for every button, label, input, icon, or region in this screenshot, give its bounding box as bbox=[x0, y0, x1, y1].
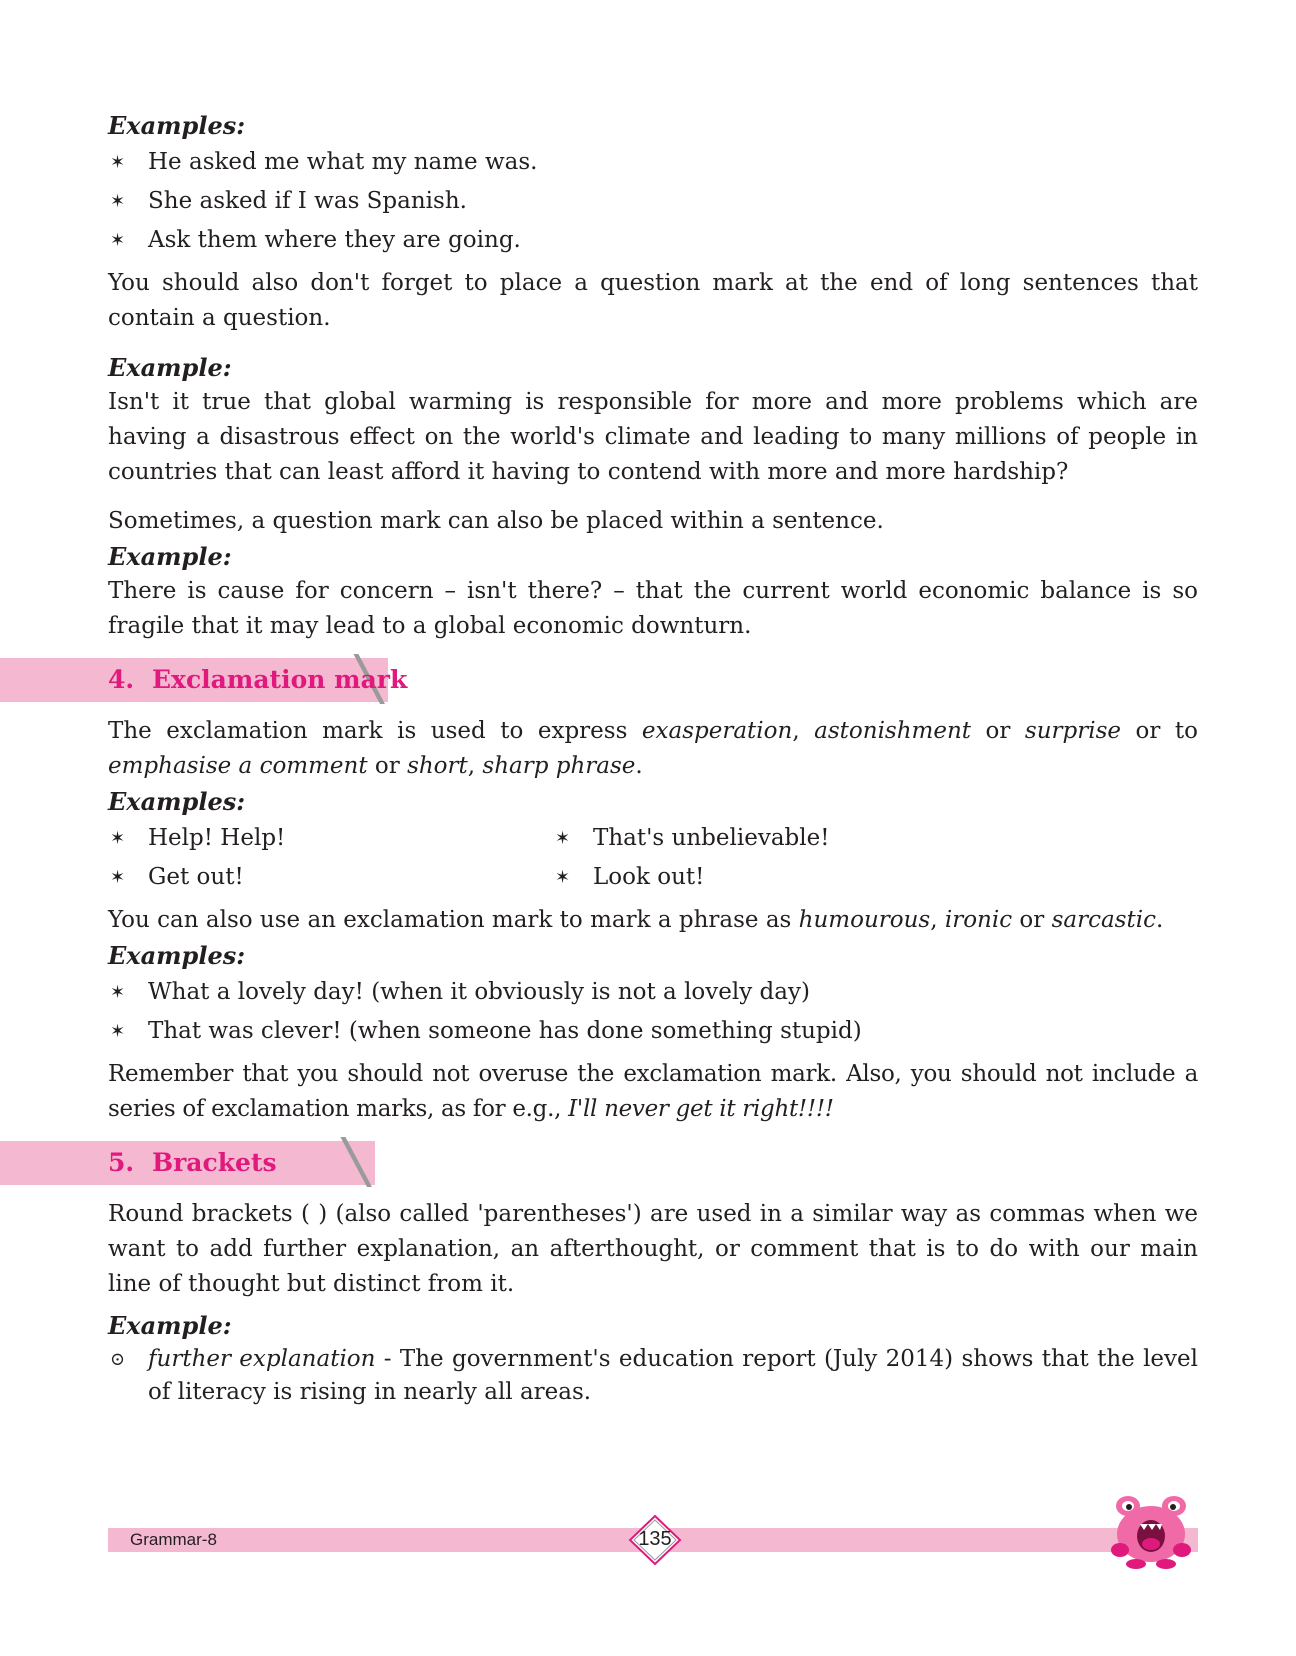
star-bullet-icon: ✶ bbox=[110, 1021, 126, 1042]
circle-bullet-icon: ⊙ bbox=[110, 1349, 126, 1370]
examples-label: Examples: bbox=[108, 111, 246, 140]
examples-label: Examples: bbox=[108, 941, 246, 970]
list-item: ✶ That's unbelievable! bbox=[553, 819, 998, 858]
star-bullet-icon: ✶ bbox=[110, 191, 126, 212]
star-bullet-icon: ✶ bbox=[110, 867, 126, 888]
example-label: Example: bbox=[108, 353, 232, 382]
list-item: ✶ He asked me what my name was. bbox=[108, 143, 1198, 182]
paragraph-cause-for-concern: There is cause for concern – isn't there? – that the current world economic balance is so fragile that it may lead to a global economic downturn. bbox=[108, 578, 1198, 639]
star-bullet-icon: ✶ bbox=[110, 828, 126, 849]
star-bullet-icon: ✶ bbox=[110, 230, 126, 251]
examples-column-left bbox=[108, 819, 553, 897]
examples-list bbox=[108, 973, 1198, 1051]
star-bullet-icon: ✶ bbox=[555, 828, 571, 849]
example-label: Example: bbox=[108, 1311, 232, 1340]
examples-column-right bbox=[553, 819, 998, 897]
section-heading-exclamation bbox=[0, 658, 1198, 702]
list-item: ✶ She asked if I was Spanish. bbox=[108, 182, 1198, 221]
paragraph-within-sentence: Sometimes, a question mark can also be placed within a sentence. bbox=[108, 508, 884, 534]
list-item: ⊙ further explanation - The government's education report (July 2014) shows that the level of literacy is rising in nearly all areas. bbox=[108, 1343, 1198, 1409]
section-title: Exclamation mark bbox=[152, 665, 408, 694]
paragraph-overuse: Remember that you should not overuse the exclamation mark. Also, you should not include a series of exclamation marks, as for e.g., I'll never get it right!!!! bbox=[108, 1061, 1198, 1122]
examples-two-column bbox=[108, 819, 1198, 897]
section-number: 5. bbox=[108, 1148, 135, 1177]
paragraph-long-sentences: You should also don't forget to place a question mark at the end of long sentences that contain a question. bbox=[108, 270, 1198, 331]
list-item: ✶ That was clever! (when someone has done something stupid) bbox=[108, 1012, 1198, 1051]
section-number: 4. bbox=[108, 665, 135, 694]
section-heading-brackets bbox=[0, 1141, 1198, 1185]
book-title: Grammar-8 bbox=[130, 1530, 217, 1549]
page-number-badge bbox=[626, 1512, 684, 1568]
star-bullet-icon: ✶ bbox=[555, 867, 571, 888]
paragraph-exclamation-intro: The exclamation mark is used to express exasperation, astonishment or surprise or to emphasise a comment or short, sharp phrase. bbox=[108, 718, 1199, 779]
page-footer bbox=[108, 1524, 1198, 1554]
star-bullet-icon: ✶ bbox=[110, 152, 126, 173]
page-number: 135 bbox=[638, 1528, 672, 1550]
paragraph-humourous: You can also use an exclamation mark to mark a phrase as humourous, ironic or sarcastic. bbox=[108, 907, 1164, 933]
example-label: Example: bbox=[108, 542, 232, 571]
paragraph-round-brackets: Round brackets ( ) (also called 'parentheses') are used in a similar way as commas when we want to add further explanation, an afterthought, or comment that is to do with our main line of thought but distinct from it. bbox=[108, 1201, 1198, 1297]
examples-list bbox=[108, 143, 1198, 260]
page-content bbox=[108, 108, 1198, 1409]
list-item: ✶ What a lovely day! (when it obviously is not a lovely day) bbox=[108, 973, 1198, 1012]
star-bullet-icon: ✶ bbox=[110, 982, 126, 1003]
example-list bbox=[108, 1343, 1198, 1409]
list-item: ✶ Ask them where they are going. bbox=[108, 221, 1198, 260]
examples-label: Examples: bbox=[108, 787, 246, 816]
list-item: ✶ Look out! bbox=[553, 858, 998, 897]
list-item: ✶ Help! Help! bbox=[108, 819, 553, 858]
section-title: Brackets bbox=[152, 1148, 277, 1177]
list-item: ✶ Get out! bbox=[108, 858, 553, 897]
pink-monster-mascot-icon bbox=[1106, 1488, 1196, 1570]
paragraph-global-warming: Isn't it true that global warming is responsible for more and more problems which are having a disastrous effect on the world's climate and leading to many millions of people in countries that can least afford it having to contend with more and more hardship? bbox=[108, 389, 1198, 485]
